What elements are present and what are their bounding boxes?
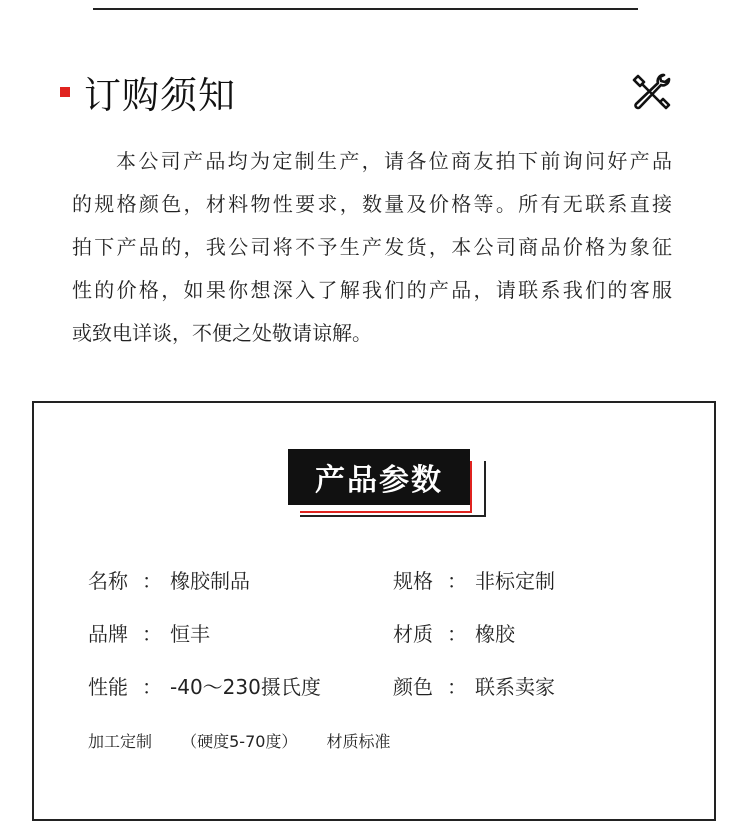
- param-label: 名称: [88, 569, 128, 593]
- param-colon: ：: [447, 675, 467, 699]
- notice-line: 的规格颜色，材料物性要求，数量及价格等。所有无联系直接: [72, 192, 672, 216]
- param-row: [88, 671, 698, 700]
- param-value: 橡胶: [475, 622, 515, 646]
- top-divider: [93, 8, 638, 10]
- param-value: 橡胶制品: [170, 569, 250, 593]
- red-square-bullet: [60, 87, 70, 97]
- param-label: 颜色: [393, 675, 433, 699]
- params-badge-title: 产品参数: [288, 449, 470, 505]
- spec-item: 材质标准: [326, 732, 391, 751]
- param-colon: ：: [447, 622, 467, 646]
- notice-line: 性的价格，如果你想深入了解我们的产品，请联系我们的客服: [72, 278, 672, 302]
- notice-line: 拍下产品的，我公司将不予生产发货，本公司商品价格为象征: [72, 235, 672, 259]
- param-label: 材质: [393, 622, 433, 646]
- notice-body: [72, 140, 672, 355]
- param-colon: ：: [142, 569, 162, 593]
- param-spec: [393, 565, 698, 594]
- spec-line: [88, 729, 415, 752]
- param-row: [88, 565, 698, 594]
- param-color: [393, 671, 698, 700]
- param-value: -40～230摄氏度: [170, 675, 321, 699]
- param-brand: [88, 618, 393, 647]
- wrench-screwdriver-icon: [630, 70, 672, 112]
- param-material: [393, 618, 698, 647]
- param-name: [88, 565, 393, 594]
- spec-item: （硬度5-70度）: [181, 732, 298, 751]
- param-value: 联系卖家: [475, 675, 555, 699]
- notice-line: 本公司产品均为定制生产，请各位商友拍下前询问好产品: [116, 149, 672, 173]
- params-panel: [32, 401, 716, 821]
- param-colon: ：: [142, 675, 162, 699]
- notice-heading: [60, 62, 236, 122]
- param-colon: ：: [142, 622, 162, 646]
- param-label: 性能: [88, 675, 128, 699]
- param-colon: ：: [447, 569, 467, 593]
- param-value: 非标定制: [475, 569, 555, 593]
- notice-line: 或致电详谈，不便之处敬请谅解。: [72, 321, 372, 345]
- notice-title: 订购须知: [84, 74, 236, 117]
- spec-item: 加工定制: [88, 732, 153, 751]
- param-row: [88, 618, 698, 647]
- param-value: 恒丰: [170, 622, 210, 646]
- param-label: 规格: [393, 569, 433, 593]
- param-performance: [88, 671, 393, 700]
- params-badge: [288, 449, 484, 519]
- param-label: 品牌: [88, 622, 128, 646]
